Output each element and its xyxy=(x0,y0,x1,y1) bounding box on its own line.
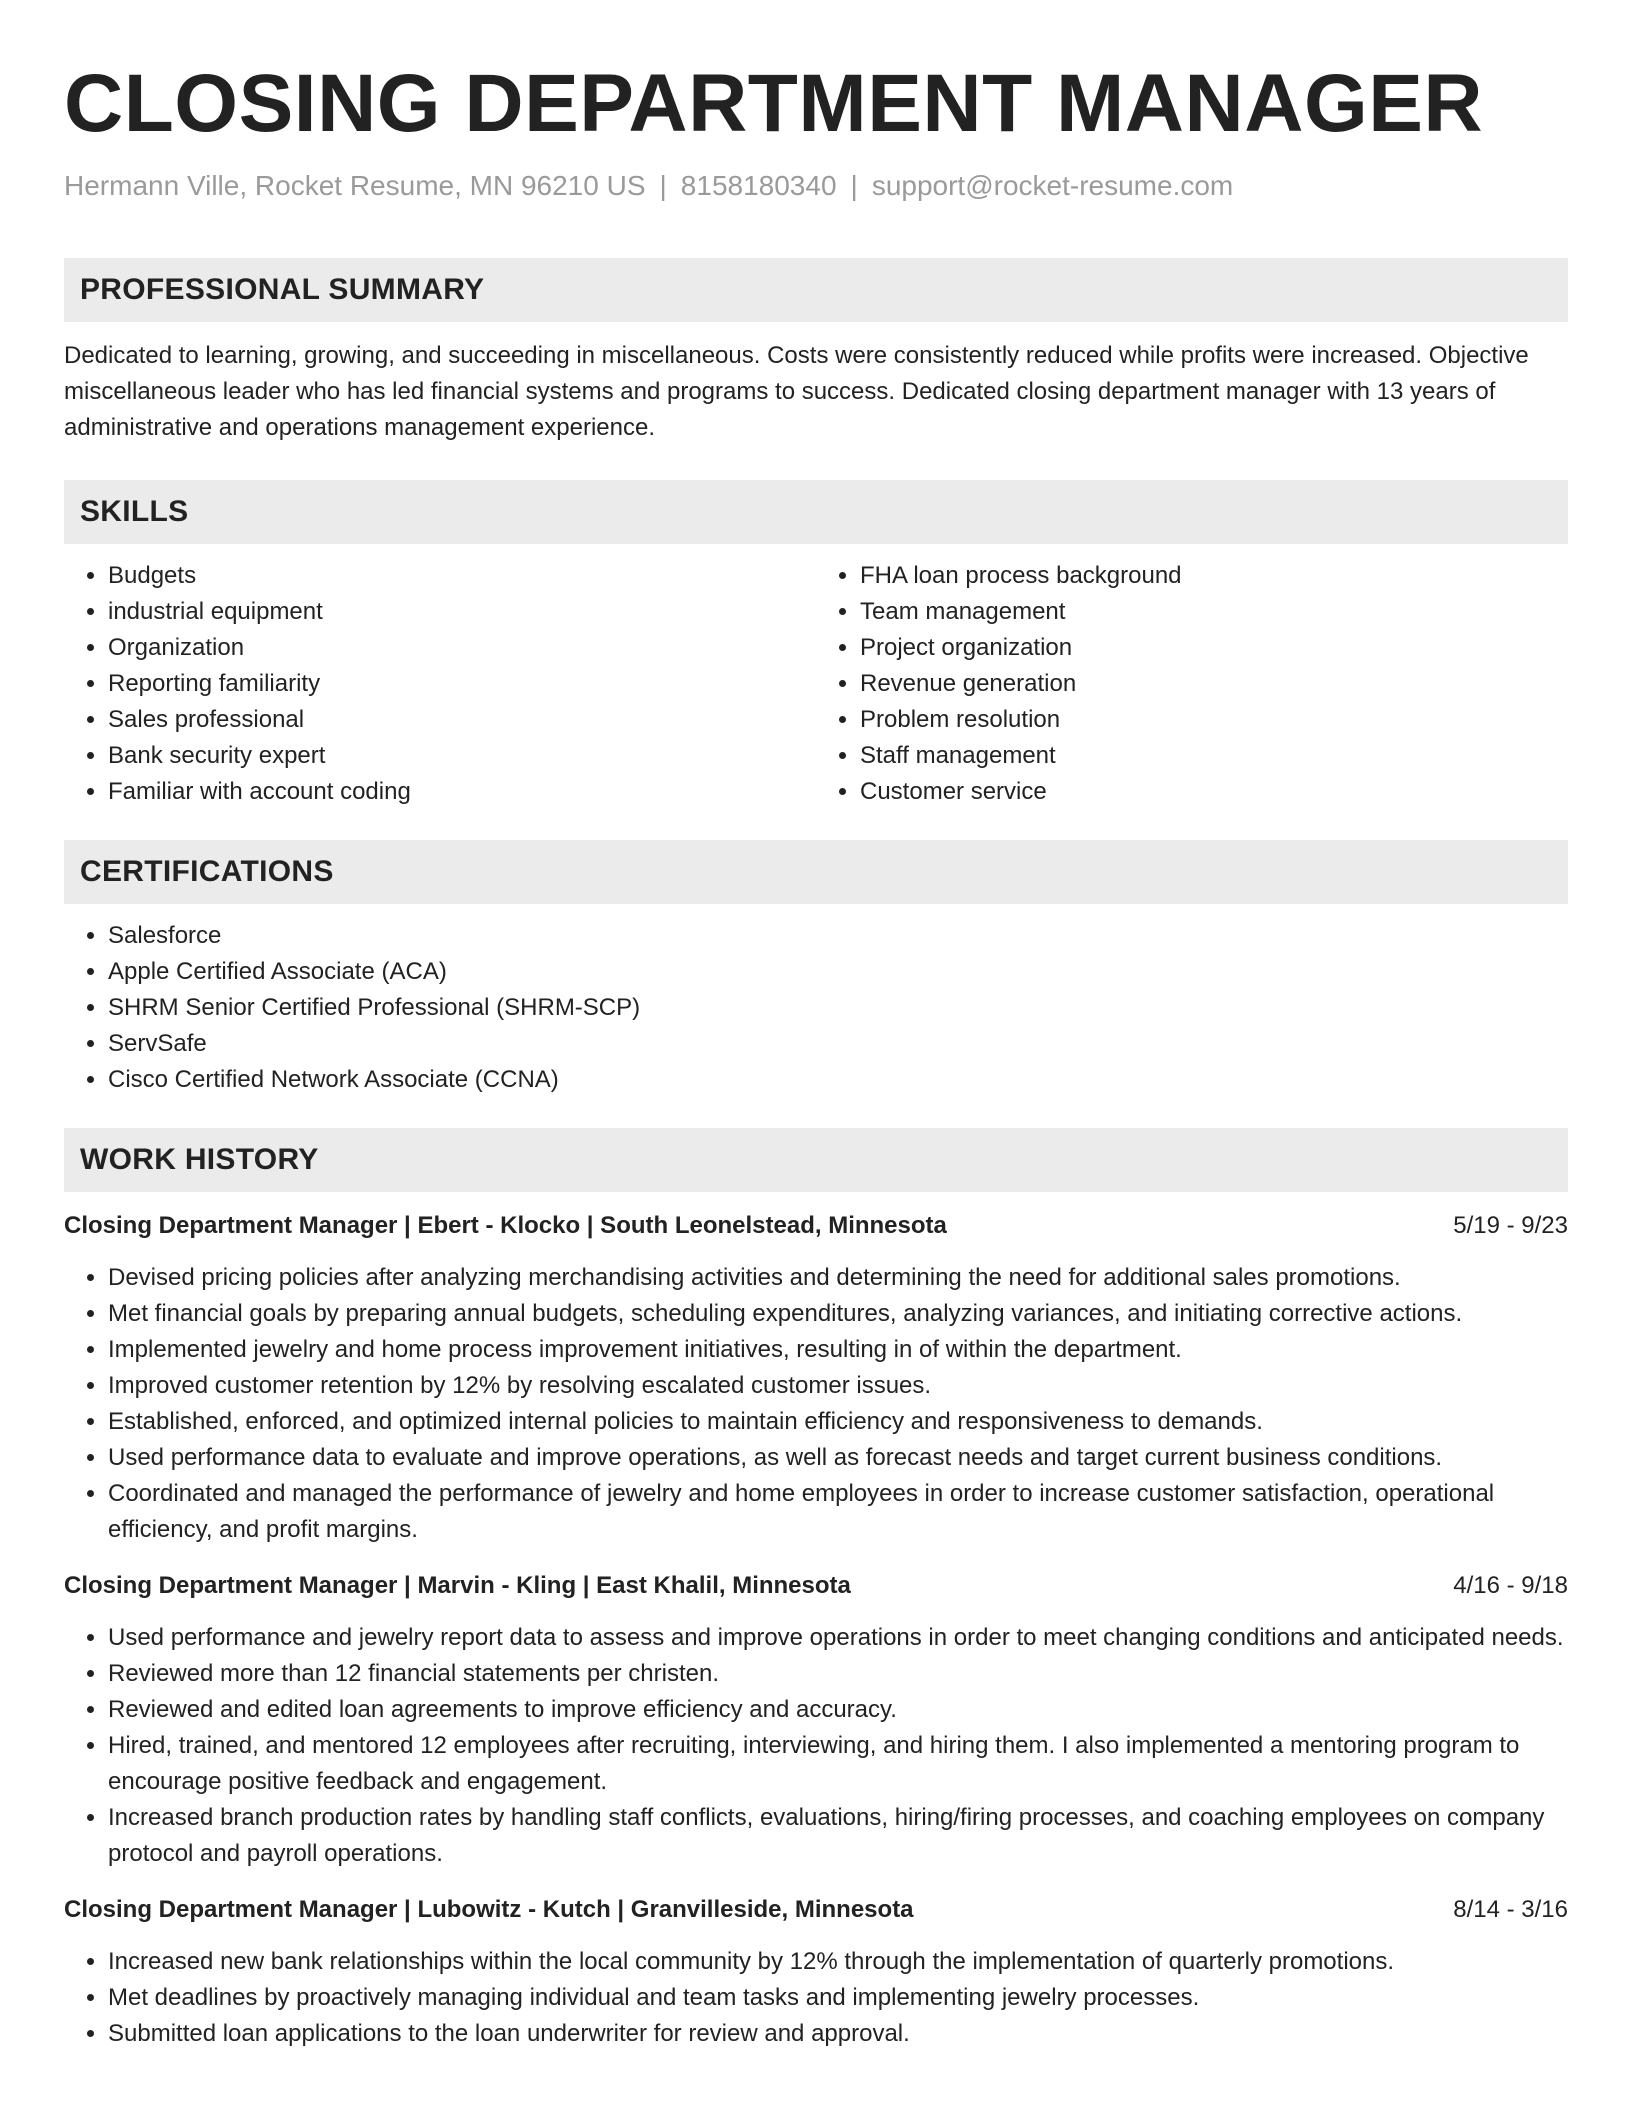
certification-item: • SHRM Senior Certified Professional (SHRM-SCP) xyxy=(108,990,1568,1026)
skill-item: • Sales professional xyxy=(108,702,816,738)
resume-title: CLOSING DEPARTMENT MANAGER xyxy=(64,58,1484,149)
job-title: Closing Department Manager | Marvin - Kling | East Khalil, Minnesota xyxy=(64,1572,851,1599)
job-entry xyxy=(64,1568,1568,1872)
contact-separator: | xyxy=(659,170,667,201)
skill-item: • Staff management xyxy=(860,738,1568,774)
section-title: SKILLS xyxy=(80,495,189,528)
job-dates: 5/19 - 9/23 xyxy=(1453,1212,1568,1239)
job-header xyxy=(64,1568,1568,1604)
job-bullet: • Improved customer retention by 12% by resolving escalated customer issues. xyxy=(108,1368,1568,1404)
contact-phone: 8158180340 xyxy=(680,170,837,201)
job-bullet: • Used performance data to evaluate and improve operations, as well as forecast needs and target current business conditions. xyxy=(108,1440,1568,1476)
skill-item: • Bank security expert xyxy=(108,738,816,774)
skill-item: • Revenue generation xyxy=(860,666,1568,702)
job-bullet: • Established, enforced, and optimized internal policies to maintain efficiency and responsiveness to demands. xyxy=(108,1404,1568,1440)
certification-item: • Cisco Certified Network Associate (CCNA) xyxy=(108,1062,1568,1098)
summary-text: Dedicated to learning, growing, and succeeding in miscellaneous. Costs were consistently reduced while profits were increased. Objective miscellaneous leader who has led financial systems and programs to success. Dedicated closing department manager with 13 years of administrative and operations management experience. xyxy=(64,342,1529,441)
job-bullet: • Coordinated and managed the performance of jewelry and home employees in order to increase customer satisfaction, operational efficiency, and profit margins. xyxy=(108,1476,1568,1548)
section-title: PROFESSIONAL SUMMARY xyxy=(80,273,485,306)
job-bullets xyxy=(64,1620,1568,1872)
skill-item: • Problem resolution xyxy=(860,702,1568,738)
section-header-skills xyxy=(64,480,1568,544)
certification-item: • Apple Certified Associate (ACA) xyxy=(108,954,1568,990)
job-dates: 4/16 - 9/18 xyxy=(1453,1572,1568,1599)
job-bullet: • Increased branch production rates by handling staff conflicts, evaluations, hiring/firing processes, and coaching employees on company protocol and payroll operations. xyxy=(108,1800,1568,1872)
section-header-certifications xyxy=(64,840,1568,904)
job-title: Closing Department Manager | Ebert - Klocko | South Leonelstead, Minnesota xyxy=(64,1212,947,1239)
certification-item: • ServSafe xyxy=(108,1026,1568,1062)
section-header-summary xyxy=(64,258,1568,322)
job-bullet: • Increased new bank relationships within the local community by 12% through the implementation of quarterly promotions. xyxy=(108,1944,1568,1980)
job-bullet: • Met financial goals by preparing annual budgets, scheduling expenditures, analyzing variances, and initiating corrective actions. xyxy=(108,1296,1568,1332)
skill-item: • Familiar with account coding xyxy=(108,774,816,810)
job-bullet: • Used performance and jewelry report data to assess and improve operations in order to meet changing conditions and anticipated needs. xyxy=(108,1620,1568,1656)
job-bullets xyxy=(64,1944,1568,2052)
section-header-work-history xyxy=(64,1128,1568,1192)
skill-item: • FHA loan process background xyxy=(860,558,1568,594)
skills-list-right xyxy=(816,558,1568,810)
job-bullet: • Hired, trained, and mentored 12 employees after recruiting, interviewing, and hiring them. I also implemented a mentoring program to encourage positive feedback and engagement. xyxy=(108,1728,1568,1800)
skill-item: • Reporting familiarity xyxy=(108,666,816,702)
contact-email: support@rocket-resume.com xyxy=(871,170,1234,201)
contact-line xyxy=(64,166,1568,206)
skill-item: • Organization xyxy=(108,630,816,666)
contact-separator: | xyxy=(850,170,858,201)
skills-list-left xyxy=(64,558,816,810)
certification-item: • Salesforce xyxy=(108,918,1568,954)
job-bullet: • Reviewed and edited loan agreements to improve efficiency and accuracy. xyxy=(108,1692,1568,1728)
job-bullet: • Devised pricing policies after analyzing merchandising activities and determining the need for additional sales promotions. xyxy=(108,1260,1568,1296)
job-bullets xyxy=(64,1260,1568,1548)
job-header xyxy=(64,1892,1568,1928)
job-header xyxy=(64,1208,1568,1244)
skill-item: • industrial equipment xyxy=(108,594,816,630)
job-bullet: • Reviewed more than 12 financial statements per christen. xyxy=(108,1656,1568,1692)
certifications-list xyxy=(64,918,1568,1098)
job-bullet: • Implemented jewelry and home process improvement initiatives, resulting in of within the department. xyxy=(108,1332,1568,1368)
job-entry xyxy=(64,1208,1568,1548)
skill-item: • Budgets xyxy=(108,558,816,594)
skill-item: • Customer service xyxy=(860,774,1568,810)
section-title: CERTIFICATIONS xyxy=(80,855,334,888)
job-title: Closing Department Manager | Lubowitz - Kutch | Granvilleside, Minnesota xyxy=(64,1896,914,1923)
skill-item: • Project organization xyxy=(860,630,1568,666)
job-bullet: • Submitted loan applications to the loan underwriter for review and approval. xyxy=(108,2016,1568,2052)
job-bullet: • Met deadlines by proactively managing individual and team tasks and implementing jewelry processes. xyxy=(108,1980,1568,2016)
skill-item: • Team management xyxy=(860,594,1568,630)
job-dates: 8/14 - 3/16 xyxy=(1453,1896,1568,1923)
section-title: WORK HISTORY xyxy=(80,1143,319,1176)
contact-address: Hermann Ville, Rocket Resume, MN 96210 US xyxy=(64,170,646,201)
skills-columns xyxy=(64,558,1568,810)
job-entry xyxy=(64,1892,1568,2052)
